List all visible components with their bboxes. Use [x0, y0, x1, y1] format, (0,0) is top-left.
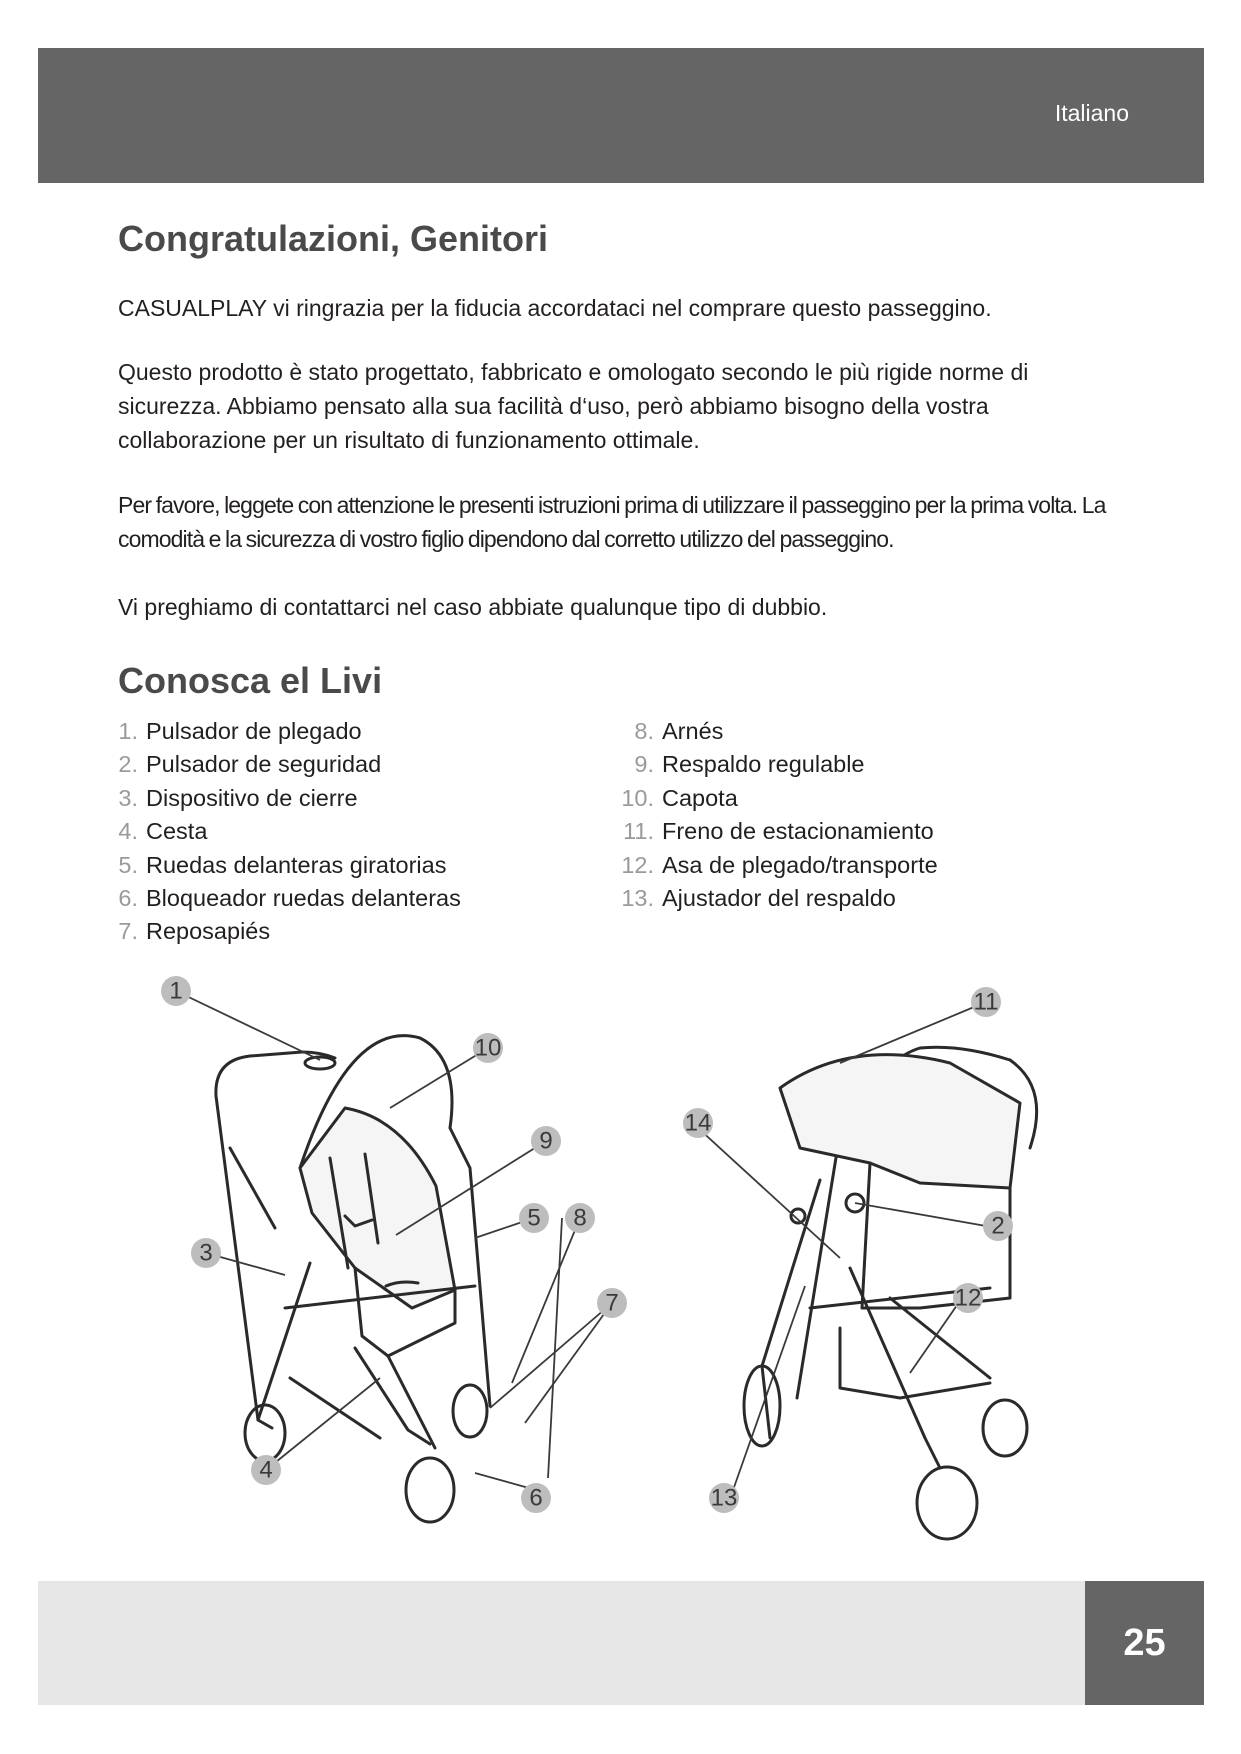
part-label: Freno de estacionamiento	[662, 818, 934, 845]
part-label: Capota	[662, 784, 738, 811]
part-item	[612, 885, 938, 918]
part-label: Reposapiés	[146, 918, 271, 945]
part-number: 5.	[118, 851, 138, 878]
part-item	[612, 751, 938, 784]
part-label: Arnés	[662, 718, 724, 744]
stroller-diagram	[150, 968, 1050, 1568]
part-label: Dispositivo de cierre	[146, 784, 358, 811]
intro-paragraph-4: Vi preghiamo di contattarci nel caso abbiate qualunque tipo di dubbio.	[118, 594, 828, 620]
part-number: 8.	[634, 718, 654, 744]
part-number: 2.	[118, 751, 138, 778]
callout-11: 11	[973, 988, 999, 1016]
stroller-front-view	[216, 1036, 490, 1522]
part-number: 3.	[118, 784, 138, 811]
callout-1: 1	[169, 977, 183, 1005]
part-item	[612, 818, 938, 851]
part-item	[116, 918, 461, 951]
header-band	[38, 48, 1204, 183]
part-item	[116, 718, 461, 751]
intro-title: Congratulazioni, Genitori	[118, 218, 548, 259]
part-number: 10.	[621, 784, 654, 811]
part-item	[612, 718, 938, 751]
intro-paragraph-2: Questo prodotto è stato progettato, fabbricato e omologato secondo le più rigide norme di sicurezza. Abbiamo pensato alla sua facilità d‘uso, però abbiamo bisogno della vostra collaborazione per un risultato di funzionamento ottimale.	[118, 359, 1029, 453]
part-item	[116, 885, 461, 918]
part-label: Bloqueador ruedas delanteras	[146, 884, 461, 911]
callout-7: 7	[605, 1289, 619, 1317]
callout-13: 13	[710, 1484, 738, 1512]
stroller-rear-view	[744, 1047, 1037, 1539]
part-number: 7.	[118, 918, 138, 945]
parts-list-right	[612, 718, 938, 918]
part-number: 6.	[118, 884, 138, 911]
intro-paragraph-1: CASUALPLAY vi ringrazia per la fiducia accordataci nel comprare questo passeggino.	[118, 295, 992, 321]
part-label: Ruedas delanteras giratorias	[146, 851, 447, 878]
part-item	[116, 751, 461, 784]
callout-12: 12	[954, 1284, 982, 1312]
callout-6: 6	[529, 1484, 543, 1512]
parts-list-left	[116, 718, 461, 952]
callout-10: 10	[474, 1034, 502, 1062]
part-label: Pulsador de seguridad	[146, 751, 382, 778]
intro-paragraph-3: Per favore, leggete con attenzione le presenti istruzioni prima di utilizzare il passeggino per la prima volta. La comodità e la sicurezza di vostro figlio dipendono dal corretto utilizzo del passeggino.	[118, 492, 1106, 552]
part-item	[612, 852, 938, 885]
part-number: 11.	[623, 818, 654, 845]
parts-title: Conosca el Livi	[118, 660, 383, 701]
callout-5: 5	[527, 1204, 541, 1232]
part-number: 9.	[634, 751, 654, 778]
part-label: Asa de plegado/transporte	[662, 851, 938, 878]
language-label: Italiano	[1054, 100, 1129, 126]
part-number: 1.	[118, 718, 138, 744]
part-label: Ajustador del respaldo	[662, 884, 896, 911]
callout-9: 9	[539, 1127, 553, 1155]
part-label: Cesta	[146, 818, 208, 845]
callout-3: 3	[199, 1239, 213, 1267]
callout-2: 2	[991, 1212, 1005, 1240]
part-item	[116, 818, 461, 851]
part-number: 13.	[621, 884, 654, 911]
callout-8: 8	[573, 1204, 587, 1232]
part-number: 4.	[118, 818, 138, 845]
callout-14: 14	[684, 1109, 712, 1137]
footer-band	[38, 1581, 1085, 1705]
page-number: 25	[1085, 1581, 1204, 1705]
part-item	[116, 785, 461, 818]
part-label: Pulsador de plegado	[146, 718, 362, 744]
part-item	[612, 785, 938, 818]
part-item	[116, 852, 461, 885]
part-label: Respaldo regulable	[662, 751, 865, 778]
part-number: 12.	[621, 851, 654, 878]
callout-4: 4	[259, 1456, 273, 1484]
